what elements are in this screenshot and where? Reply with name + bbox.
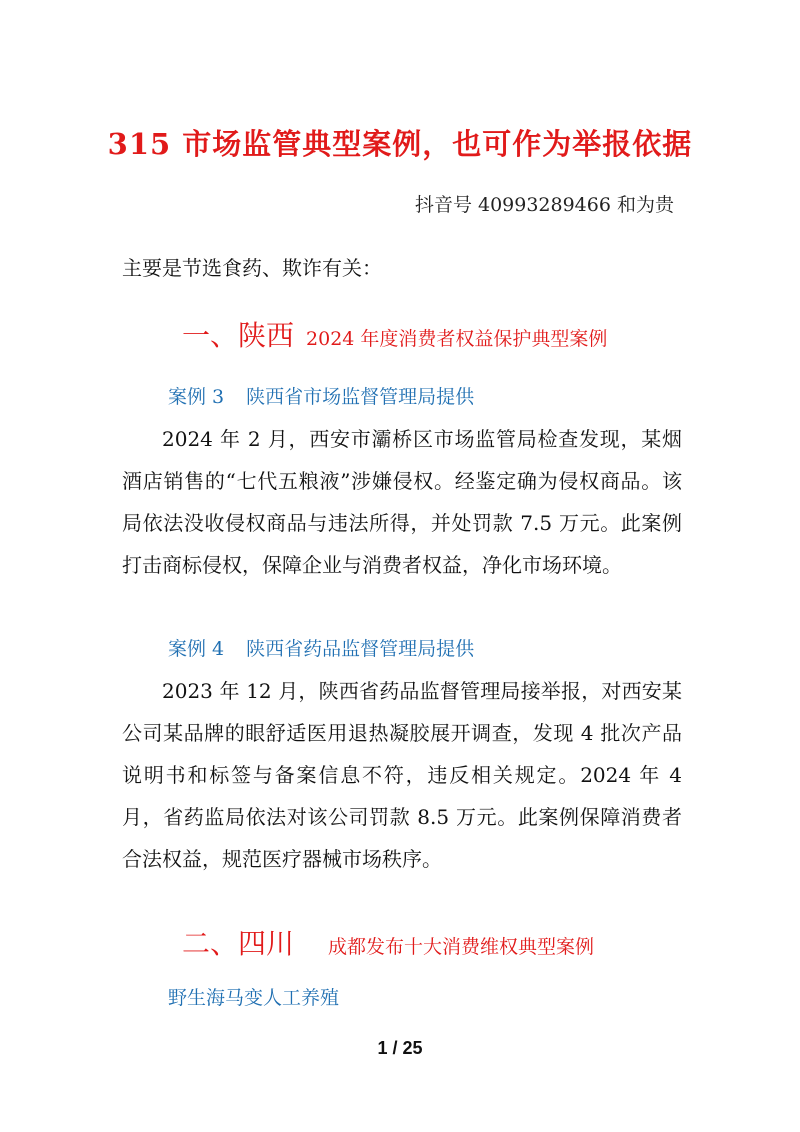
section-heading-sichuan [182, 922, 594, 962]
section-heading-shaanxi [182, 314, 607, 354]
case-body-paragraph: 2023 年 12 月，陕西省药品监督管理局接举报，对西安某公司某品牌的眼舒适医用退热凝胶展开调查，发现 4 批次产品说明书和标签与备案信息不符，违反相关规定。2024 年 4 月，省药监局依法对该公司罚款 8.5 万元。此案例保障消费者合法权益，规范医疗器械市场秩序。 [122, 679, 682, 871]
section-subheading: 成都发布十大消费维权典型案例 [328, 936, 595, 958]
document-title: 315 市场监管典型案例，也可作为举报依据 [107, 127, 693, 161]
page-indicator: 1 / 25 [377, 1038, 423, 1058]
case-number: 案例 3 [168, 386, 225, 408]
case-body-paragraph: 2024 年 2 月，西安市灞桥区市场监管局检查发现，某烟酒店销售的“七代五粮液”涉嫌侵权。经鉴定确为侵权商品。该局依法没收侵权商品与违法所得，并处罚款 7.5 万元。此案例打击商标侵权，保障企业与消费者权益，净化市场环境。 [122, 427, 682, 577]
case-title: 野生海马变人工养殖 [168, 987, 340, 1009]
section-heading-label: 二、四川 [182, 927, 295, 960]
case-source: 陕西省市场监督管理局提供 [246, 386, 475, 408]
section-subheading: 2024 年度消费者权益保护典型案例 [306, 328, 608, 350]
case-number: 案例 4 [168, 638, 225, 660]
case-title [168, 382, 474, 409]
case-source: 陕西省药品监督管理局提供 [246, 638, 475, 660]
author-line: 抖音号 40993289466 和为贵 [414, 194, 674, 216]
case-title [168, 634, 474, 661]
intro-text: 主要是节选食药、欺诈有关： [122, 256, 382, 280]
section-heading-label: 一、陕西 [182, 319, 295, 352]
